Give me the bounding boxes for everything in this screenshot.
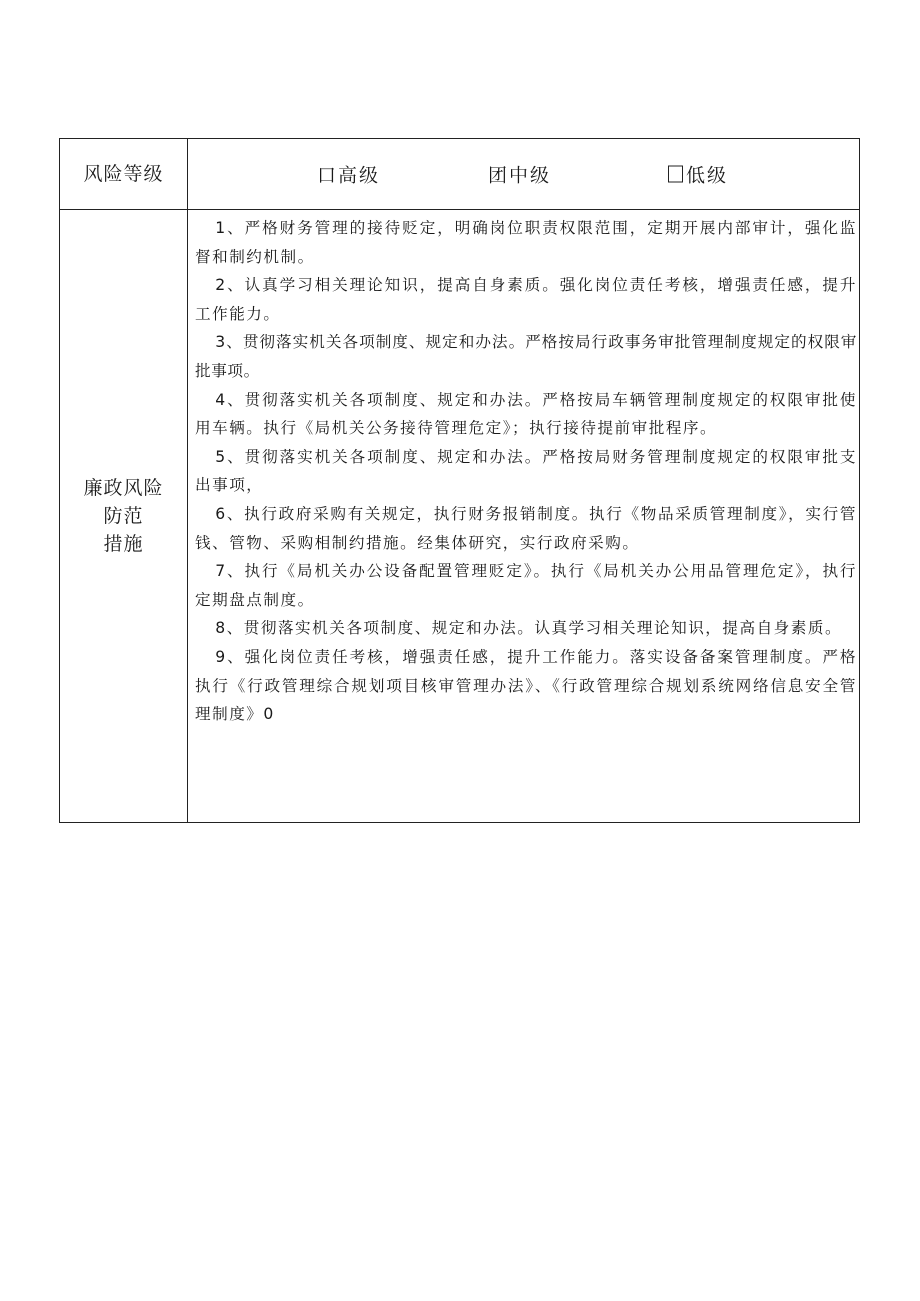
prevention-label-line: 防范 (103, 505, 144, 527)
prevention-label-line: 廉政风险 (83, 477, 164, 499)
prevention-row (60, 210, 860, 823)
measure-item: 8、贯彻落实机关各项制度、规定和办法。认真学习相关理论知识，提高自身素质。 (215, 619, 843, 638)
risk-level-label: 风险等级 (83, 163, 164, 185)
measure-item: 9、强化岗位责任考核，增强责任感，提升工作能力。落实设备备案管理制度。严格执行《行政管理综合规划项目核审管理办法》、《行政管理综合规划系统网络信息安全管理制度》0 (195, 647, 857, 724)
risk-level-options (188, 139, 859, 209)
risk-level-options-cell (188, 139, 860, 210)
risk-level-row (60, 139, 860, 210)
checkbox-empty-icon (668, 166, 683, 183)
measure-item: 2、认真学习相关理论知识，提高自身素质。强化岗位责任考核，增强责任感，提升工作能力。 (195, 276, 857, 323)
level-high-option: 口高级 (317, 164, 381, 187)
measure-item: 4、贯彻落实机关各项制度、规定和办法。严格按局车辆管理制度规定的权限审批使用车辆。执行《局机关公务接待管理危定》；执行接待提前审批程序。 (195, 390, 857, 438)
measure-item: 5、贯彻落实机关各项制度、规定和办法。严格按局财务管理制度规定的权限审批支出事项， (195, 447, 857, 495)
measure-item: 7、执行《局机关办公设备配置管理贬定》。执行《局机关办公用品管理危定》，执行定期盘点制度。 (195, 562, 857, 609)
risk-level-label-cell (60, 139, 188, 210)
prevention-label-line: 措施 (103, 533, 144, 555)
level-medium-option: 团中级 (488, 164, 552, 187)
prevention-measures (188, 210, 859, 729)
measure-item: 3、贯彻落实机关各项制度、规定和办法。严格按局行政事务审批管理制度规定的权限审批事项。 (195, 333, 857, 380)
prevention-measures-cell (188, 210, 860, 823)
level-low-option (668, 161, 728, 188)
level-low-label: 低级 (686, 164, 729, 187)
measure-item: 1、严格财务管理的接待贬定，明确岗位职责权限范围，定期开展内部审计，强化监督和制约机制。 (195, 219, 857, 266)
prevention-label-cell (60, 210, 188, 823)
measure-item: 6、执行政府采购有关规定，执行财务报销制度。执行《物品采质管理制度》，实行管钱、管物、采购相制约措施。经集体研究，实行政府采购。 (195, 504, 857, 552)
risk-table (59, 138, 860, 823)
